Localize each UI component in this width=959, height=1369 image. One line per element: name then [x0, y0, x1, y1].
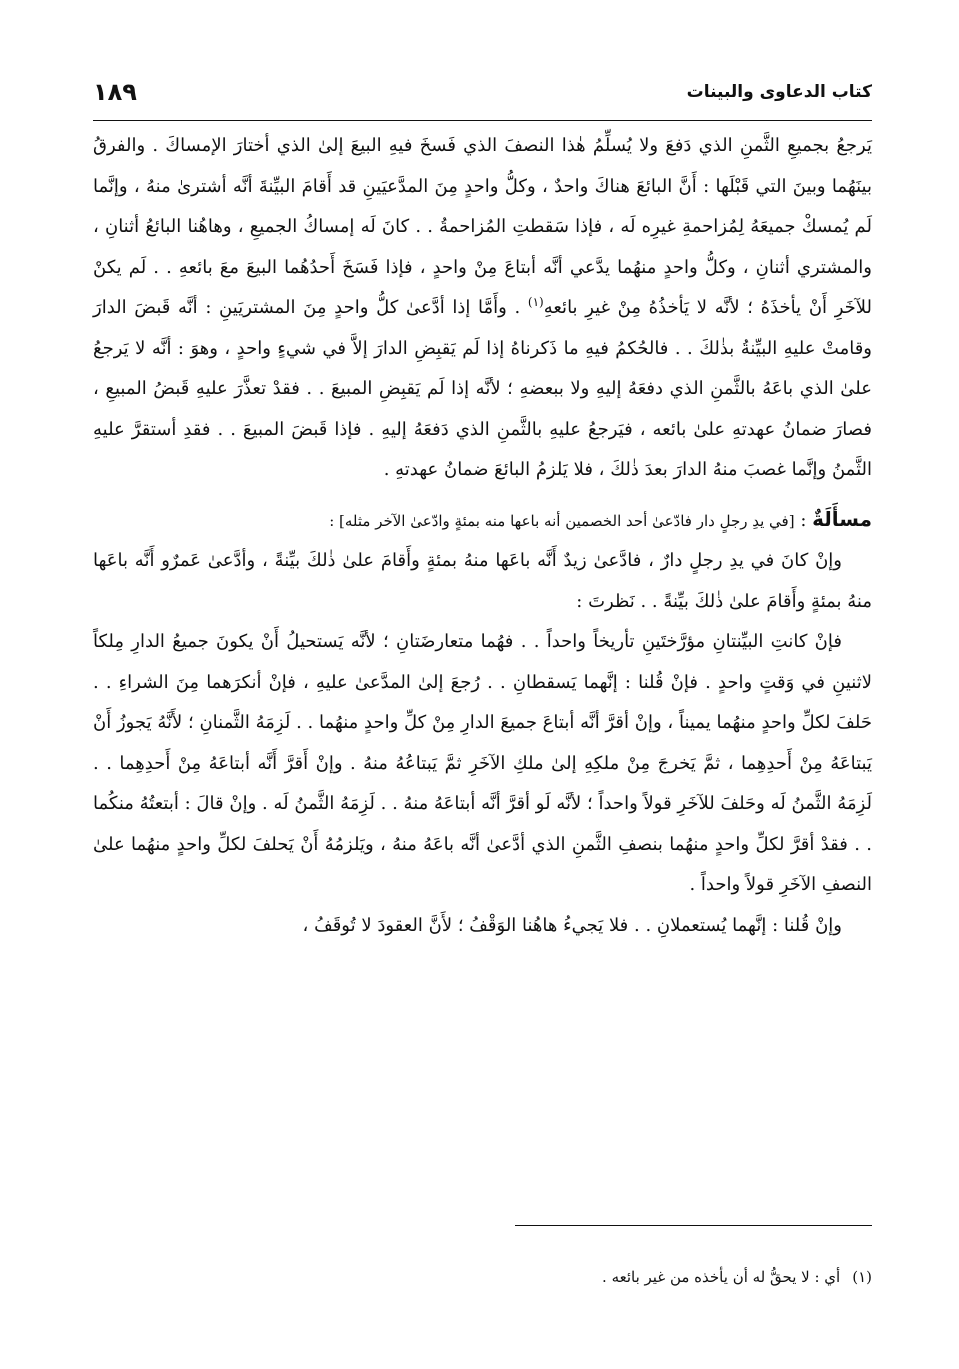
- paragraph-1: [93, 126, 872, 491]
- issue-title: [في يدِ رجلٍ دار فادّعىٰ أحد الخصمين أنه باعها منه بمئةٍ وادّعىٰ الآخر مثله] :: [329, 511, 795, 530]
- issue-label: مسأَلَةٌ: [812, 506, 872, 531]
- issue-heading: [93, 499, 872, 542]
- paragraph-1-text: يَرجعُ بجميعِ الثَّمنِ الذي دَفعَ ولا يُسلِّمُ هٰذا النصفَ الذي فَسخَ فيهِ البيعَ إلىٰ الذي أختارَ الإمساكَ . والفرقُ بينَهُما وبينَ التي قَبْلَها : أَنَّ البائعَ هناكَ واحدٌ ، وكلُّ واحدٍ مِنَ المدَّعيَينِ قد أَقامَ البيِّنةَ أنَّه أشترىٰ منهُ ، وإنَّما لَم يُمسكْ جميعَهُ لِمُزاحمةِ غيرِه لَه ، فإذا سَقطتِ المُزاحمةُ . . كانَ لَه إمساكُ الجميعِ ، وهاهُنا البائعُ أثنانِ ، والمشتري أثنانِ ، وكلُّ واحدٍ منهُما يدَّعي أنَّه أبتاعَ مِنْ واحدٍ ، فإذا فَسَخَ أَحدُهُما البيعَ معَ بائعهِ . . لَم يكنْ للآخَرِ أَنْ يأخذَهُ ؛ لأنَّه لا يَأخذُهُ مِنْ غيرِ بائعهِ: [93, 135, 872, 318]
- footnote: [93, 1266, 872, 1288]
- footnote-reference: (١): [527, 295, 544, 309]
- main-text: [93, 126, 872, 946]
- footnote-divider: [515, 1225, 872, 1226]
- paragraph-1-continuation: . وأَمَّا إذا أدَّعىٰ كلُّ واحدٍ مِنَ المشتريَينِ : أنَّه قَبضَ الدارَ وقامتْ عليهِ البيِّنةُ بذٰلكَ . . فالحُكمُ فيهِ ما ذَكرناهُ إذا لَم يَقبِضِ الدارَ إلاَّ في شيءٍ واحدٍ ، وهوَ : أنَّه لا يَرجعُ علىٰ الذي باعَهُ بالثَّمنِ الذي دفعَهُ إليهِ ولا ببعضهِ ؛ لأنَّه إذا لَم يَقبِضِ المبيعَ . . فقدْ تعذَّرَ عليهِ قَبضُ المبيعِ ، فصارَ ضمانُ عهدتهِ علىٰ بائعه ، فيَرجعُ عليهِ بالثَّمنِ الذي دَفعَهُ إليهِ . فإذا قَبضَ المبيعَ . . فقدِ أستقرَّ عليهِ الثَّمنُ وإنَّما غصبَ منهُ الدارَ بعدَ ذٰلكَ ، فلا يَلزمُ البائعَ ضمانُ عهدتهِ .: [93, 297, 872, 480]
- paragraph-2: وإنْ كانَ في يدِ رجلٍ دارٌ ، فادَّعىٰ زيدٌ أَنَّه باعَها منهُ بمئةٍ وأَقامَ علىٰ ذٰلكَ بيِّنةً ، وأدَّعىٰ عَمرٌو أَنَّه باعَها منهُ بمئةٍ وأَقامَ علىٰ ذٰلكَ بيِّنةً . . نَظرتَ :: [93, 550, 872, 612]
- page-number: ١٨٩: [93, 78, 137, 106]
- running-title: كتاب الدعاوى والبينات: [686, 82, 872, 102]
- footnote-text: أي : لا يحقُّ له أن يأخذه من غير بائعه .: [602, 1268, 841, 1286]
- header-divider: [93, 120, 872, 121]
- paragraph-3: فإنْ كانتِ البيِّنتانِ مؤرَّختَينِ تأريخاً واحداً . . فهُما متعارضَتانِ ؛ لأنَّه يَستحيلُ أَنْ يكونَ جميعُ الدارِ مِلكاً لاثنينِ في وَقتٍ واحدٍ . فإنْ قُلنا : إنَّهما يَسقطانِ . . رُجعَ إلىٰ المدَّعىٰ عليهِ ، فإنْ أنكرَهما مِنَ الشراءِ . . حَلفَ لكلِّ واحدٍ منهُما يميناً ، وإنْ أقرَّ أنَّه أبتاعَ جميعَ الدارِ مِنْ كلِّ واحدٍ منهُما . . لَزِمَهُ الثَّمنانِ ؛ لأَنَّهُ يَجوزُ أَنْ يَبتاعَهُ مِنْ أَحدِهِما ، ثمَّ يَخرجَ مِنْ ملكِهِ إلىٰ ملكِ الآخَرِ ثمَّ يَبتاعُهُ منهُ . وإنْ أَقرَّ أَنَّه أبتاعَهُ مِنْ أَحدِهِما . . لَزِمَهُ الثَّمنُ لَه وحَلفَ للآخَرِ قولاً واحداً ؛ لأنَّه لَو أقرَّ أنَّه أبتاعَهُ منهُ . . لَزِمَهُ الثَّمنُ لَه . وإنْ قالَ : أبتعتُهُ منكُما . . فقدْ أقرَّ لكلِّ واحدٍ منهُما بنصفِ الثَّمنِ الذي أدَّعىٰ أنَّه باعَهُ منهُ ، ويَلزمُهُ أَنْ يَحلفَ لكلِّ واحدٍ منهُما علىٰ النصفِ الآخَرِ قولاً واحداً .: [93, 631, 872, 895]
- paragraph-4: وإنْ قُلنا : إنَّهما يُستعملانِ . . فلا يَجيءُ هاهُنا الوَقْفُ ؛ لأَنَّ العقودَ لا تُوقَفُ ،: [302, 914, 842, 936]
- page-header: [93, 80, 872, 114]
- issue-separator: :: [794, 509, 813, 531]
- footnote-number: (١): [852, 1268, 872, 1286]
